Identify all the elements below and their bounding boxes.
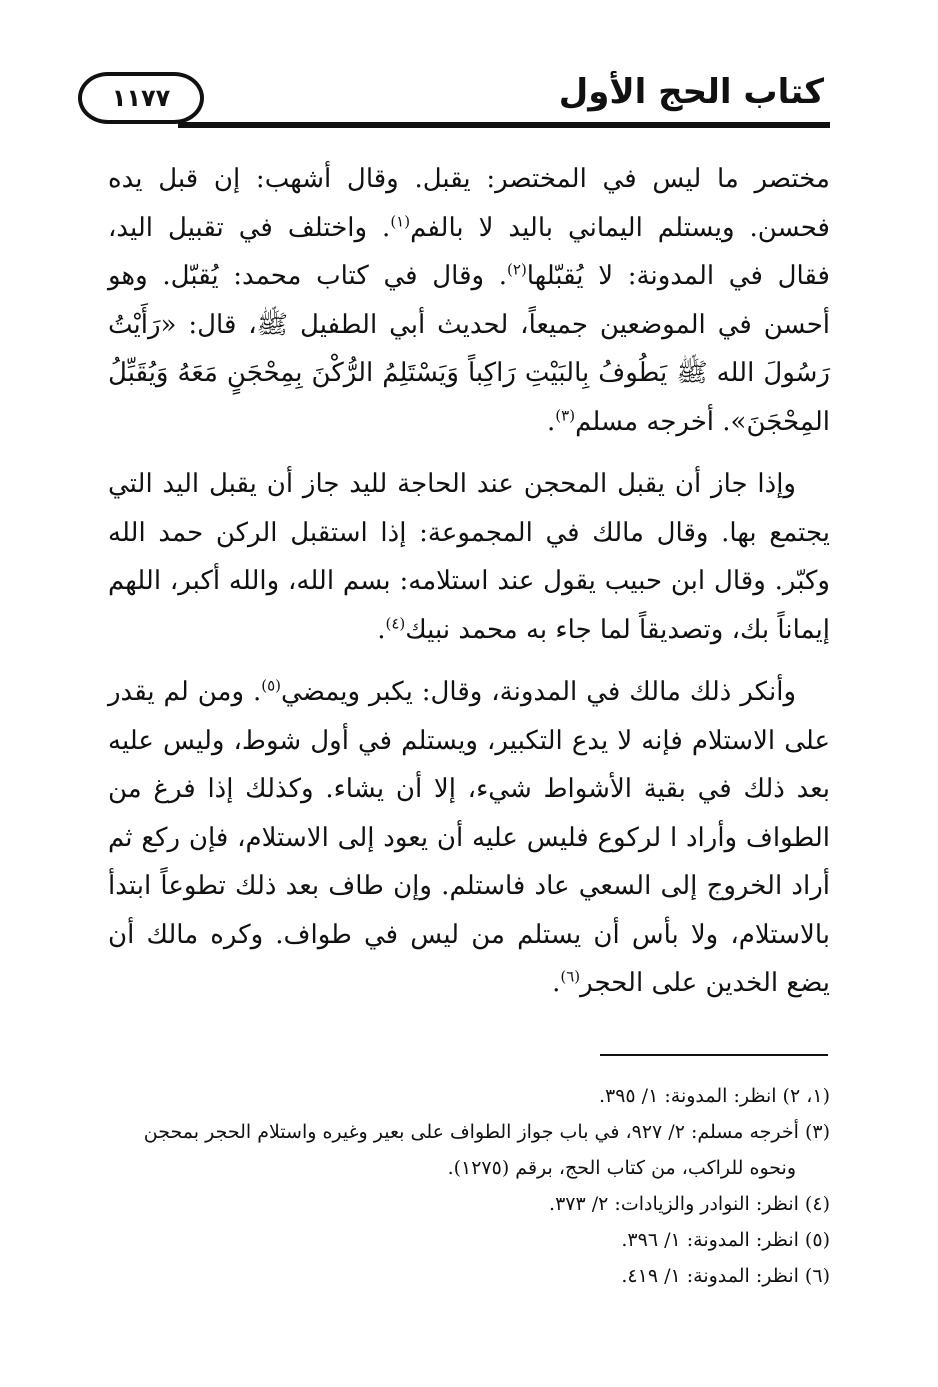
paragraph-2 (108, 460, 830, 654)
footnote-ref-3: (٣) (555, 405, 576, 424)
footnote-6: (٦) انظر: المدونة: ١/ ٤١٩. (621, 1265, 830, 1287)
footnote-5: (٥) انظر: المدونة: ١/ ٣٩٦. (621, 1229, 830, 1251)
paragraph-3-text-c: . (552, 968, 561, 998)
header-rule (178, 122, 830, 128)
footnotes (96, 1078, 830, 1294)
page-header (78, 52, 830, 132)
book-title: كتاب الحج الأول (558, 72, 824, 112)
footnote-ref-4: (٤) (385, 613, 406, 632)
footnote-ref-1: (١) (390, 211, 411, 230)
paragraph-1-text-d: . (547, 406, 556, 437)
paragraph-2-text-a: وإذا جاز أن يقبل المحجن عند الحاجة لليد جاز أن يقبل اليد التي يجتمع بها. وقال مالك في المجموعة: إذا استقبل الركن حمد الله وكبّر. وقال ابن حبيب يقول عند استلامه: بسم الله، والله أكبر، اللهم إيماناً بك، وتصديقاً لما جاء به محمد نبيك (108, 469, 830, 645)
page-number: ١١٧٧ (111, 84, 171, 112)
footnote-ref-6: (٦) (560, 967, 581, 986)
page-number-frame (78, 72, 204, 124)
footnote-4: (٤) انظر: النوادر والزيادات: ٢/ ٣٧٣. (549, 1193, 830, 1215)
paragraph-3 (108, 668, 830, 1008)
footnote-1-2: (١، ٢) انظر: المدونة: ١/ ٣٩٥. (598, 1085, 830, 1107)
footnote-ref-2: (٢) (507, 260, 527, 279)
footnote-3-continuation: ونحوه للراكب، من كتاب الحج، برقم (١٢٧٥). (447, 1157, 796, 1179)
paragraph-1-text-c: . وقال في كتاب محمد: يُقبّل. وهو أحسن في الموضعين جميعاً، لحديث أبي الطفيل ﷺ، قال: «رَأَيْتُ رَسُولَ الله ﷺ يَطُوفُ بِالبَيْتِ رَاكِباً وَيَسْتَلِمُ الرُّكْنَ بِمِحْجَنٍ مَعَهُ وَيُقَبِّلُ المِحْجَنَ». أخرجه مسلم (108, 261, 830, 437)
footnote-separator (600, 1054, 828, 1056)
paragraph-1 (108, 155, 830, 446)
paragraph-3-text-b: . ومن لم يقدر على الاستلام فإنه لا يدع التكبير، ويستلم في أول شوط، وليس عليه بعد ذلك في بقية الأشواط شيء، إلا أن يشاء. وكذلك إذا فرغ من الطواف وأراد ا لركوع فليس عليه أن يعود إلى الاستلام، فإن ركع ثم أراد الخروج إلى السعي عاد فاستلم. وإن طاف بعد ذلك تطوعاً ابتدأ بالاستلام، ولا بأس أن يستلم من ليس في طواف. وكره مالك أن يضع الخدين على الحجر (108, 677, 830, 998)
main-text (108, 155, 830, 1008)
paragraph-3-text-a: وأنكر ذلك مالك في المدونة، وقال: يكبر ويمضي (281, 677, 796, 707)
footnote-3 (96, 1114, 830, 1186)
paragraph-2-text-b: . (377, 614, 386, 645)
footnote-ref-5: (٥) (261, 676, 282, 695)
paragraph-1-text-a: مختصر ما ليس في المختصر: يقبل. وقال أشهب: إن قبل يده فحسن. ويستلم اليماني باليد لا بالفم (108, 164, 830, 243)
footnote-3-text: (٣) أخرجه مسلم: ٢/ ٩٢٧، في باب جواز الطواف على بعير وغيره واستلام الحجر بمحجن (143, 1121, 830, 1143)
paragraph-1-text-b: . واختلف في تقبيل اليد، فقال في المدونة: لا يُقبّلها (108, 212, 830, 291)
